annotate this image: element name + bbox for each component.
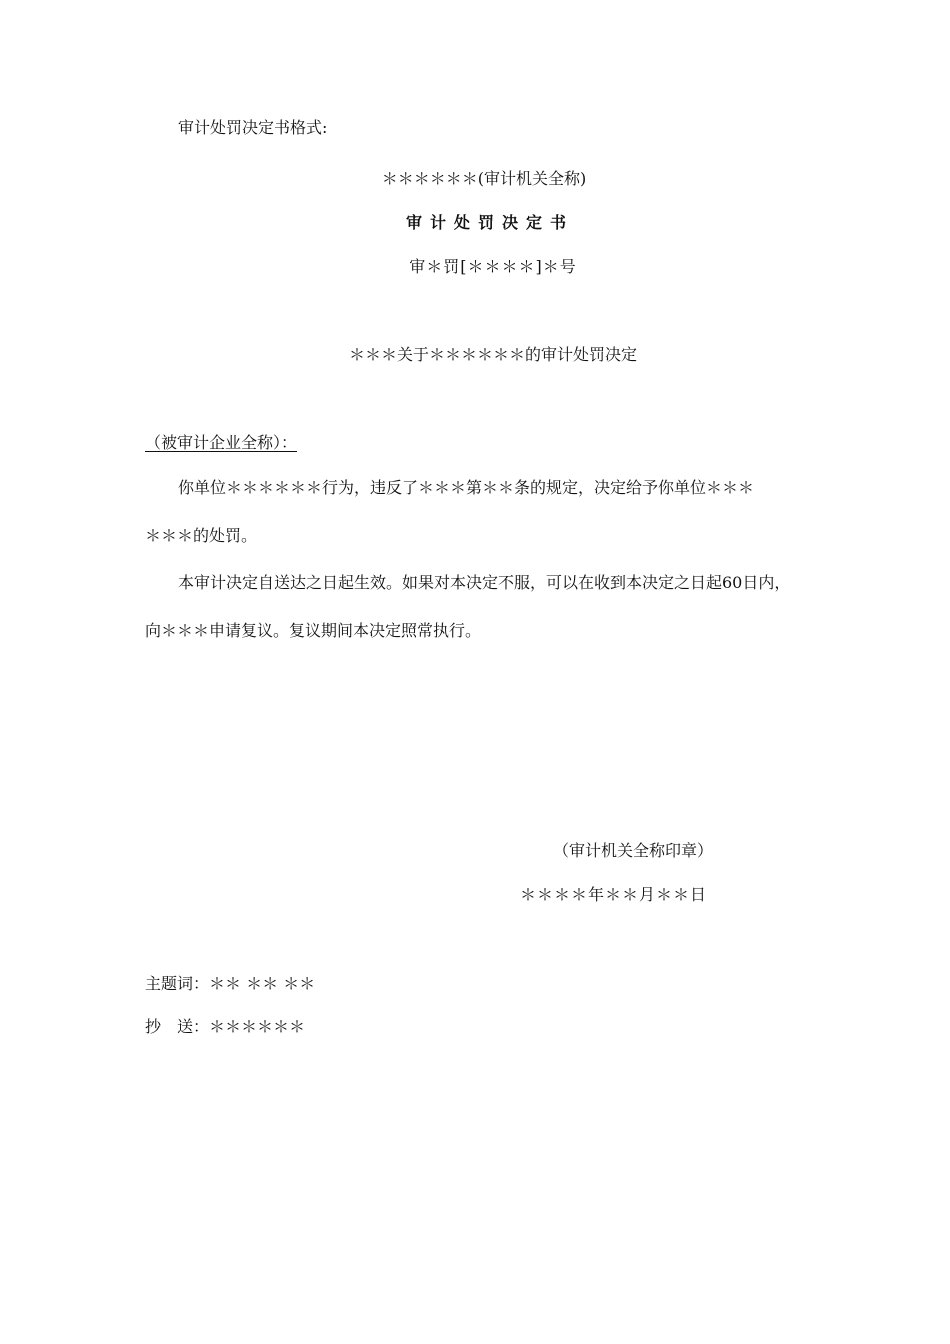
document-title: 审计处罚决定书 — [405, 213, 574, 232]
recipient-name: （被审计企业全称）： — [145, 433, 298, 452]
paragraph-line: 向＊＊＊申请复议。复议期间本决定照常执行。 — [145, 621, 482, 640]
seal-placeholder: （审计机关全称印章） — [553, 841, 714, 860]
paragraph-line: ＊＊＊的处罚。 — [145, 526, 258, 545]
issuing-authority-name: ＊＊＊＊＊＊(审计机关全称) — [381, 169, 587, 188]
carbon-copy: 抄 送：＊＊＊＊＊＊ — [145, 1017, 306, 1036]
subject-title: ＊＊＊关于＊＊＊＊＊＊的审计处罚决定 — [348, 345, 637, 364]
format-heading: 审计处罚决定书格式: — [178, 118, 328, 137]
paragraph-line: 你单位＊＊＊＊＊＊行为，违反了＊＊＊第＊＊条的规定，决定给予你单位＊＊＊ — [178, 478, 755, 497]
issue-date: ＊＊＊＊年＊＊月＊＊日 — [520, 885, 708, 904]
document-number: 审＊罚[＊＊＊＊]＊号 — [409, 257, 577, 276]
subject-keywords: 主题词：＊＊ ＊＊ ＊＊ — [145, 974, 316, 993]
paragraph-line: 本审计决定自送达之日起生效。如果对本决定不服，可以在收到本决定之日起60日内， — [178, 573, 791, 592]
